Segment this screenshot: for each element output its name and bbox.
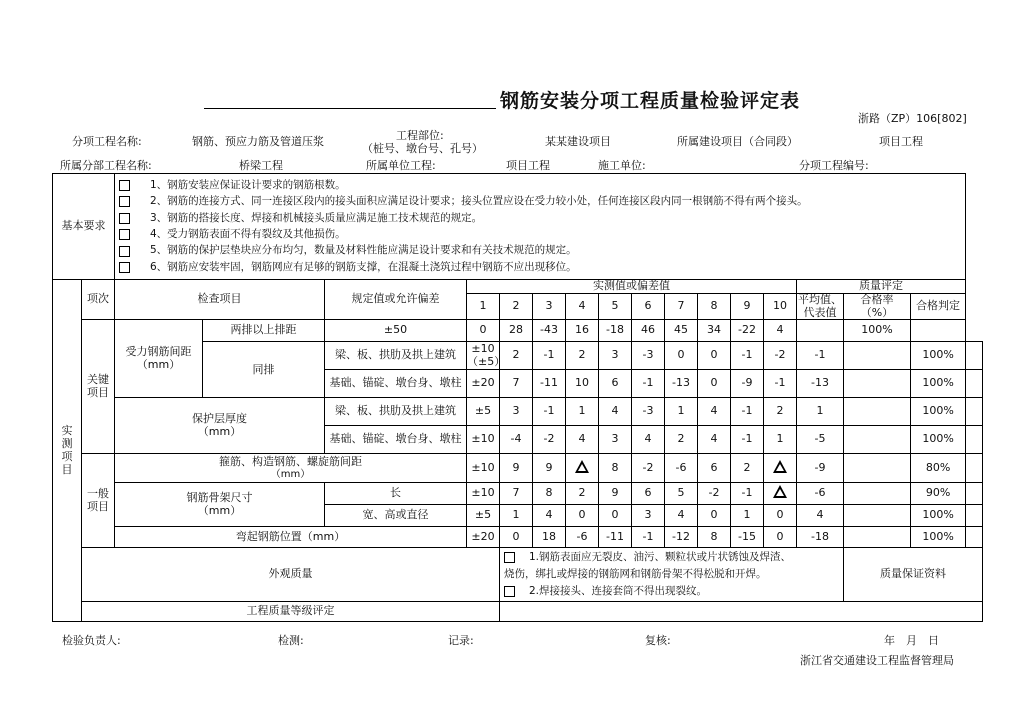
pass-rate-cell: 100%	[911, 505, 966, 527]
col-tolerance: 规定值或允许偏差	[325, 280, 467, 320]
requirement-item: 5、钢筋的保护层垫块应分布均匀，数量及材料性能应满足设计要求和有关技术规范的规定。	[119, 243, 965, 259]
measure-cell: 4	[797, 505, 844, 527]
measure-cell: -43	[533, 320, 566, 342]
measure-cell: 8	[533, 483, 566, 505]
measure-cell-flagged	[764, 483, 797, 505]
row-tolerance: ±5	[467, 398, 500, 426]
checkbox-icon[interactable]	[119, 213, 130, 224]
measure-cell: -18	[599, 320, 632, 342]
checkbox-icon[interactable]	[504, 552, 515, 563]
construction-label: 施工单位:	[598, 159, 646, 172]
table-row	[53, 320, 983, 342]
row-item: 两排以上排距	[203, 320, 325, 342]
measure-cell: 0	[500, 527, 533, 548]
judge-cell	[966, 398, 983, 426]
measure-cell: 0	[566, 505, 599, 527]
measure-cell: -3	[632, 342, 665, 370]
form-code: 浙路（ZP）106[802]	[858, 112, 967, 125]
measure-cell: 3	[500, 398, 533, 426]
basic-requirements-list	[115, 174, 966, 280]
measure-number: 6	[632, 294, 665, 320]
row-tolerance: ±20	[467, 370, 500, 398]
col-judge: 合格判定	[911, 294, 966, 320]
grade-row	[53, 602, 983, 622]
measure-cell: -1	[731, 483, 764, 505]
measure-cell: -1	[731, 426, 764, 454]
row-item: 梁、板、拱肋及拱上建筑	[325, 398, 467, 426]
quality-docs-label: 质量保证资料	[844, 548, 983, 602]
measure-cell: 0	[698, 342, 731, 370]
avg-cell	[844, 527, 911, 548]
measure-cell: 3	[599, 426, 632, 454]
measure-cell: -13	[665, 370, 698, 398]
table-row	[53, 483, 983, 505]
measure-cell: 16	[566, 320, 599, 342]
measure-cell: -1	[797, 342, 844, 370]
measure-cell: 34	[698, 320, 731, 342]
measure-cell: -5	[797, 426, 844, 454]
measure-cell: 6	[698, 454, 731, 483]
measure-cell: -3	[632, 398, 665, 426]
measure-cell: 0	[698, 370, 731, 398]
row-item: 宽、高或直径	[325, 505, 467, 527]
avg-cell	[844, 370, 911, 398]
measure-cell: -15	[731, 527, 764, 548]
recorder-label: 记录:	[448, 634, 474, 647]
measure-cell: 10	[566, 370, 599, 398]
measure-cell: -1	[731, 398, 764, 426]
measure-number: 10	[764, 294, 797, 320]
avg-cell	[844, 342, 911, 370]
code-label: 分项工程编号:	[799, 159, 869, 172]
measure-cell: -9	[797, 454, 844, 483]
appearance-row	[53, 548, 983, 602]
measure-cell: 4	[566, 426, 599, 454]
measure-number: 1	[467, 294, 500, 320]
measure-cell: -1	[731, 342, 764, 370]
checkbox-icon[interactable]	[504, 586, 515, 597]
row-tolerance: ±10（±5）	[467, 342, 506, 368]
basic-requirements-label: 基本要求	[53, 174, 115, 280]
inspection-table	[52, 173, 983, 622]
measure-cell: -1	[632, 527, 665, 548]
pass-rate-cell: 100%	[911, 370, 966, 398]
table-row	[53, 398, 983, 426]
checkbox-icon[interactable]	[119, 262, 130, 273]
pass-rate-cell: 100%	[844, 320, 911, 342]
measure-cell: 8	[698, 527, 731, 548]
measure-cell: 2	[731, 454, 764, 483]
measure-cell: 3	[632, 505, 665, 527]
row-item: 梁、板、拱肋及拱上建筑	[325, 342, 467, 370]
judge-cell	[966, 454, 983, 483]
row-item: 长	[325, 483, 467, 505]
row-tolerance: ±10	[467, 483, 500, 505]
measure-cell: 18	[533, 527, 566, 548]
col-seq: 项次	[82, 280, 115, 320]
same-row-label: 同排	[203, 342, 325, 398]
pass-rate-cell: 100%	[911, 398, 966, 426]
measure-cell: -1	[533, 342, 566, 370]
col-avg: 平均值、代表值	[798, 293, 842, 319]
judge-cell	[966, 505, 983, 527]
col-quality: 质量评定	[797, 280, 966, 294]
measure-cell: -2	[698, 483, 731, 505]
measure-number: 2	[500, 294, 533, 320]
measure-cell: 1	[566, 398, 599, 426]
appearance-text: 1.钢筋表面应无裂皮、油污、颗粒状或片状锈蚀及焊渣、 烧伤，绑扎或焊接的钢筋网和钢筋骨架不得松脱和开焊。 2.焊接接头、连接套筒不得出现裂纹。	[500, 548, 844, 602]
measure-cell: -2	[533, 426, 566, 454]
checkbox-icon[interactable]	[119, 229, 130, 240]
judge-cell	[966, 342, 983, 370]
item-name-value: 钢筋、预应力筋及管道压浆	[192, 135, 324, 148]
measure-cell: 0	[698, 505, 731, 527]
row-item: 箍筋、构造钢筋、螺旋筋间距 （mm）	[115, 454, 467, 483]
measure-cell: 6	[632, 483, 665, 505]
avg-cell	[844, 398, 911, 426]
warning-triangle-icon	[773, 485, 787, 498]
measure-cell: 4	[698, 426, 731, 454]
avg-cell	[844, 426, 911, 454]
requirement-item: 6、钢筋应安装牢固，钢筋网应有足够的钢筋支撑，在混凝土浇筑过程中钢筋不应出现移位。	[119, 259, 965, 275]
location-value: 某某建设项目	[545, 135, 611, 148]
measure-cell: -1	[533, 398, 566, 426]
table-row	[53, 454, 983, 483]
unit-value: 项目工程	[506, 159, 550, 172]
division-label: 所属分部工程名称:	[60, 159, 152, 172]
measure-cell: 5	[665, 483, 698, 505]
measure-cell: 4	[599, 398, 632, 426]
row-tolerance: ±10	[467, 454, 500, 483]
measure-cell: 4	[533, 505, 566, 527]
measure-cell: -9	[731, 370, 764, 398]
measure-cell: 7	[500, 483, 533, 505]
row-tolerance: ±10	[467, 426, 500, 454]
judge-cell	[966, 483, 983, 505]
measure-cell: 46	[632, 320, 665, 342]
judge-cell	[966, 426, 983, 454]
col-item: 检查项目	[115, 280, 325, 320]
measure-cell: -2	[764, 342, 797, 370]
measure-cell: 0	[764, 527, 797, 548]
requirement-item: 1、钢筋安装应保证设计要求的钢筋根数。	[119, 177, 965, 193]
avg-cell	[844, 483, 911, 505]
measure-cell: 3	[599, 342, 632, 370]
measure-cell-flagged	[566, 454, 599, 483]
checkbox-icon[interactable]	[119, 196, 130, 207]
row-tolerance: ±50	[325, 320, 467, 342]
measure-cell: -12	[665, 527, 698, 548]
row-tolerance: ±20	[467, 527, 500, 548]
project-value: 项目工程	[879, 135, 923, 148]
measure-cell: -22	[731, 320, 764, 342]
avg-cell	[844, 505, 911, 527]
measure-cell: 1	[731, 505, 764, 527]
measure-cell: 4	[632, 426, 665, 454]
measure-cell: -1	[764, 370, 797, 398]
pass-rate-cell: 100%	[911, 342, 966, 370]
measure-cell: 9	[599, 483, 632, 505]
unit-label: 所属单位工程:	[366, 159, 436, 172]
date-label: 年 月 日	[884, 634, 939, 647]
judge-cell	[966, 527, 983, 548]
measure-cell-flagged	[764, 454, 797, 483]
measure-cell: 7	[500, 370, 533, 398]
measure-number: 5	[599, 294, 632, 320]
pass-rate-cell: 80%	[911, 454, 966, 483]
measure-cell: 1	[665, 398, 698, 426]
measure-cell: 0	[665, 342, 698, 370]
measure-cell: -18	[797, 527, 844, 548]
measure-cell: 2	[566, 342, 599, 370]
item-name-label: 分项工程名称:	[72, 135, 142, 148]
measure-cell: -6	[566, 527, 599, 548]
col-measured: 实测值或偏差值	[467, 280, 797, 294]
measure-cell: 0	[764, 505, 797, 527]
measure-cell: -1	[632, 370, 665, 398]
project-label: 所属建设项目（合同段）	[677, 135, 798, 148]
measure-number: 8	[698, 294, 731, 320]
measure-cell: 2	[500, 342, 533, 370]
measure-cell: 1	[500, 505, 533, 527]
row-item: 弯起钢筋位置（mm）	[115, 527, 467, 548]
location-label-1: 工程部位:	[396, 129, 444, 142]
requirement-item: 3、钢筋的搭接长度、焊接和机械接头质量应满足施工技术规范的规定。	[119, 210, 965, 226]
measure-cell: 2	[764, 398, 797, 426]
measure-cell: 4	[764, 320, 797, 342]
grade-label: 工程质量等级评定	[82, 602, 500, 622]
measure-cell: -6	[665, 454, 698, 483]
measure-cell: 0	[467, 320, 500, 342]
cover-group-label: 保护层厚度 （mm）	[115, 398, 325, 454]
col-pass-rate: 合格率 （%）	[844, 294, 911, 320]
measure-cell: 2	[566, 483, 599, 505]
measure-number: 9	[731, 294, 764, 320]
measure-cell: 4	[665, 505, 698, 527]
measure-number: 4	[566, 294, 599, 320]
avg-cell	[844, 454, 911, 483]
measure-cell: -2	[632, 454, 665, 483]
measure-cell: -6	[797, 483, 844, 505]
spacing-group-label: 受力钢筋间距 （mm）	[115, 320, 203, 398]
measure-cell: 9	[533, 454, 566, 483]
row-item: 基础、锚碇、墩台身、墩柱	[325, 426, 467, 454]
checkbox-icon[interactable]	[119, 246, 130, 257]
measure-cell: 45	[665, 320, 698, 342]
pass-rate-cell: 90%	[911, 483, 966, 505]
row-item: 基础、锚碇、墩台身、墩柱	[325, 370, 467, 398]
measure-cell: -11	[599, 527, 632, 548]
measure-number: 7	[665, 294, 698, 320]
inspector-label: 检验负责人:	[62, 634, 121, 647]
title-blank-line	[204, 108, 496, 109]
measure-cell: -11	[533, 370, 566, 398]
measure-cell: 2	[665, 426, 698, 454]
warning-triangle-icon	[773, 460, 787, 473]
judge-cell	[966, 370, 983, 398]
measure-cell: 28	[500, 320, 533, 342]
frame-group-label: 钢筋骨架尺寸 （mm）	[115, 483, 325, 527]
measure-cell: 4	[698, 398, 731, 426]
location-label-2: （桩号、墩台号、孔号）	[362, 142, 483, 155]
key-items-label: 关键项目	[82, 320, 115, 454]
measure-cell: 1	[797, 398, 844, 426]
measure-cell: 9	[500, 454, 533, 483]
measure-cell: 6	[599, 370, 632, 398]
measure-cell: 8	[599, 454, 632, 483]
general-items-label: 一般项目	[82, 454, 115, 548]
table-row	[53, 527, 983, 548]
reviewer-label: 复核:	[645, 634, 671, 647]
requirement-item: 4、受力钢筋表面不得有裂纹及其他损伤。	[119, 227, 965, 243]
judge-cell	[911, 320, 966, 342]
pass-rate-cell: 100%	[911, 527, 966, 548]
pass-rate-cell: 100%	[911, 426, 966, 454]
requirement-item: 2、钢筋的连接方式、同一连接区段内的接头面积应满足设计要求；接头位置应设在受力较小处，任何连接区段内同一根钢筋不得有两个接头。	[119, 194, 965, 210]
measure-cell: 1	[764, 426, 797, 454]
measured-section-label: 实测项目	[53, 280, 82, 622]
measure-cell: 0	[599, 505, 632, 527]
appearance-label: 外观质量	[82, 548, 500, 602]
measure-number: 3	[533, 294, 566, 320]
tester-label: 检测:	[278, 634, 304, 647]
checkbox-icon[interactable]	[119, 180, 130, 191]
measure-cell: -4	[500, 426, 533, 454]
row-tolerance: ±5	[467, 505, 500, 527]
page-title: 钢筋安装分项工程质量检验评定表	[500, 90, 801, 112]
warning-triangle-icon	[575, 460, 589, 473]
division-value: 桥梁工程	[239, 159, 283, 172]
avg-cell	[797, 320, 844, 342]
grade-value	[500, 602, 983, 622]
agency-name: 浙江省交通建设工程监督管理局	[800, 654, 954, 667]
measure-cell: -13	[797, 370, 844, 398]
